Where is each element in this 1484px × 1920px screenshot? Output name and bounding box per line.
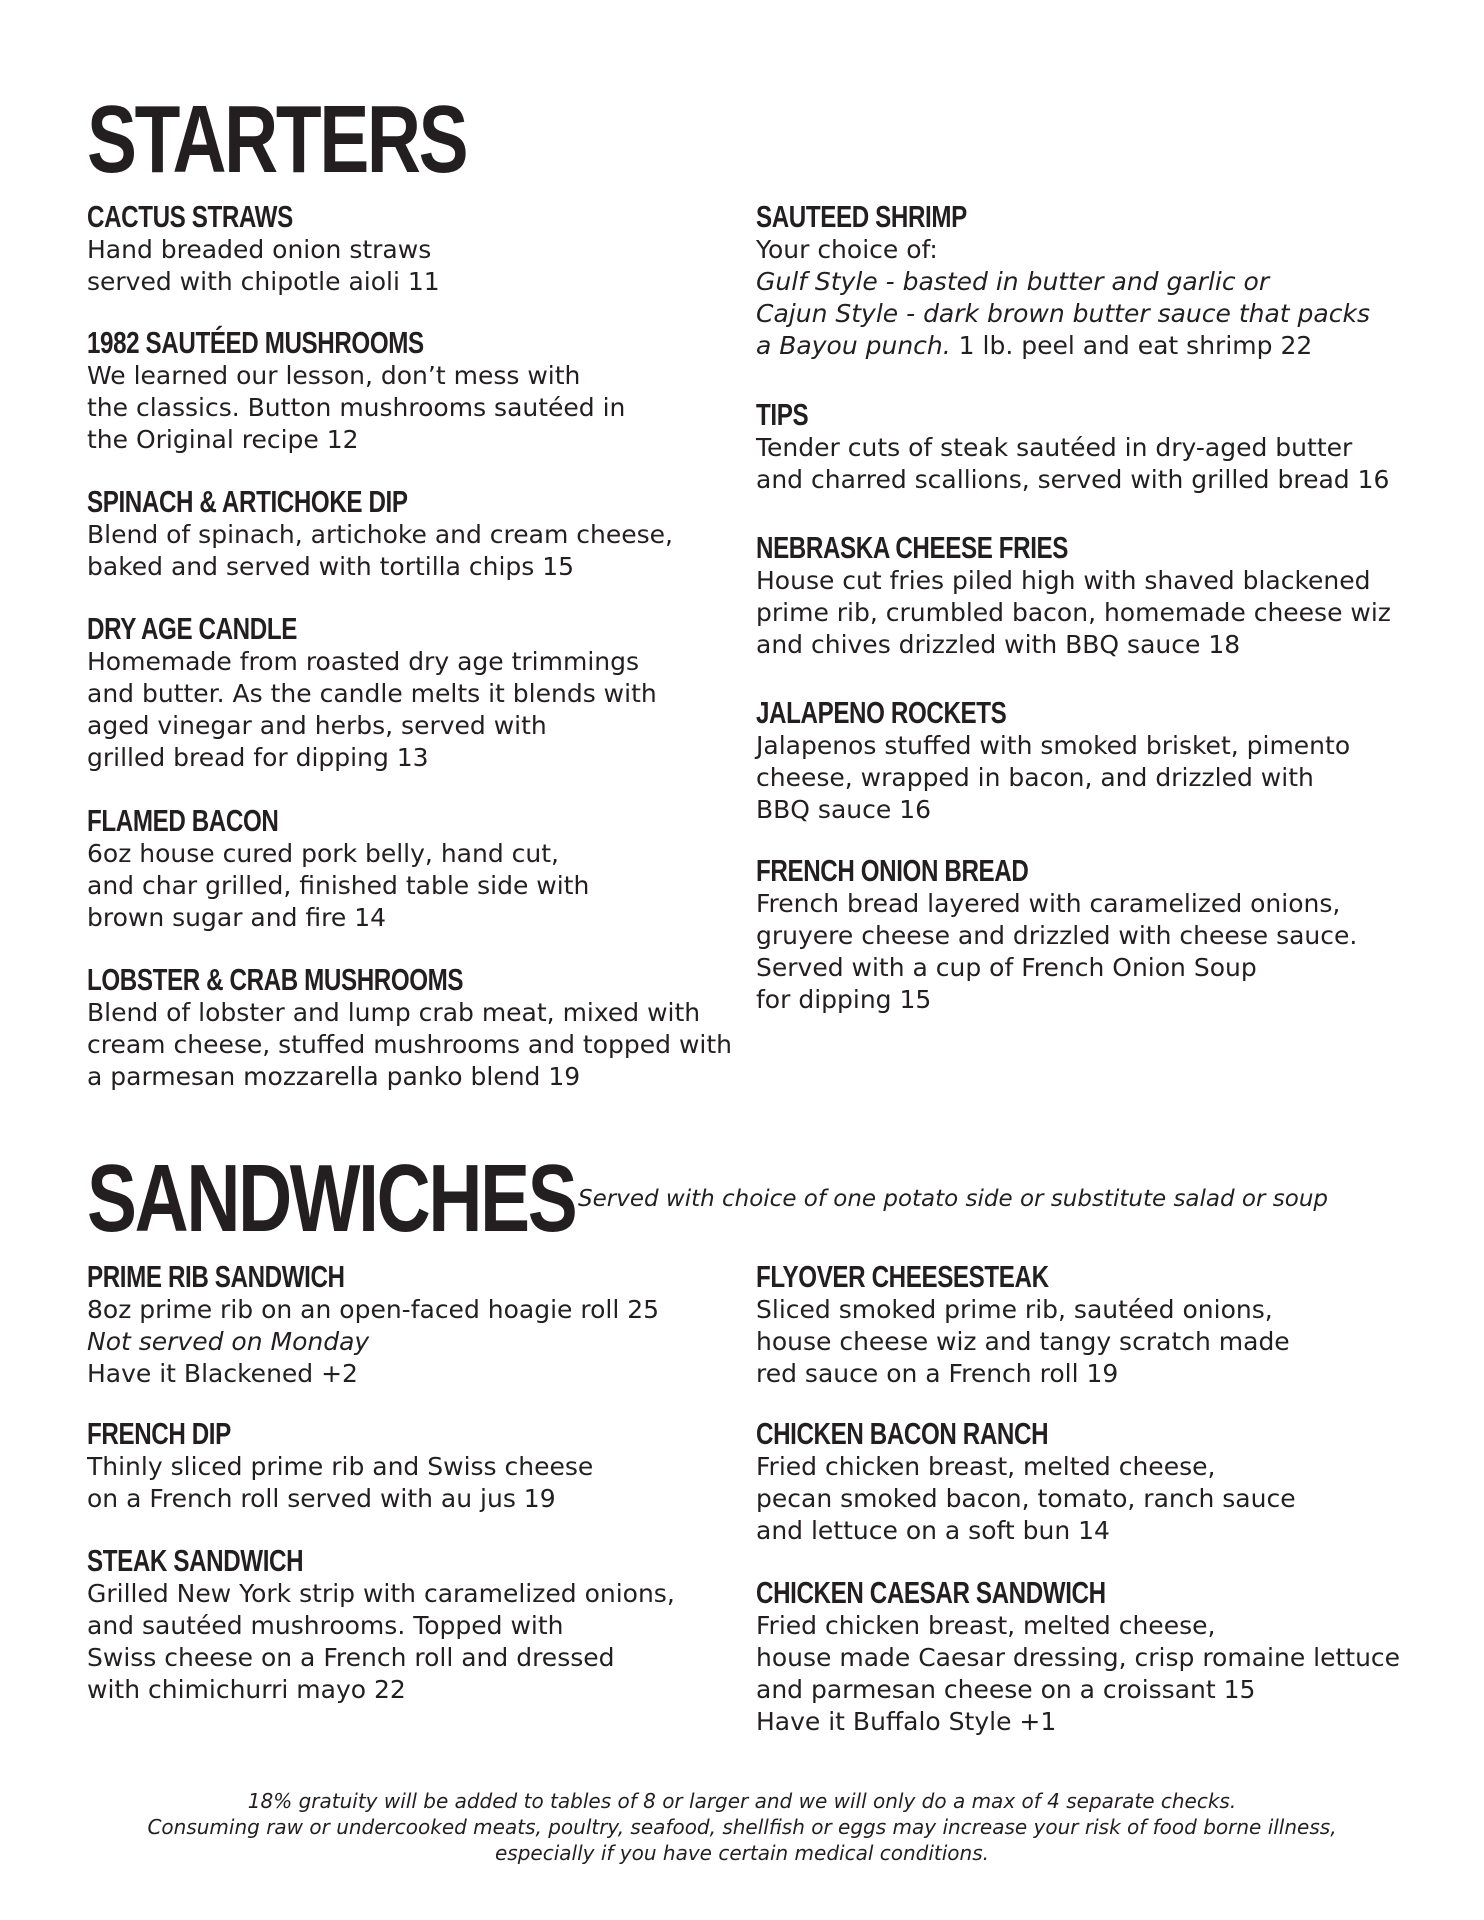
desc-line: brown sugar and fire 14 xyxy=(87,903,387,932)
item-name: JALAPENO ROCKETS xyxy=(756,695,1007,730)
desc-line: prime rib, crumbled bacon, homemade cheese wiz xyxy=(756,598,1391,627)
starters-heading: STARTERS xyxy=(87,86,467,193)
sandwiches-subtitle: Served with choice of one potato side or substitute salad or soup xyxy=(578,1186,1328,1212)
item-name: FRENCH ONION BREAD xyxy=(756,853,1029,888)
menu-item-1982-sauteed-mushrooms xyxy=(87,326,625,456)
item-name: TIPS xyxy=(756,397,809,432)
desc-line: and butter. As the candle melts it blends with xyxy=(87,679,657,708)
desc-line: Jalapenos stuffed with smoked brisket, pimento xyxy=(756,731,1351,760)
desc-line: Sliced smoked prime rib, sautéed onions, xyxy=(756,1295,1273,1324)
item-description xyxy=(87,1451,593,1515)
desc-line: 8oz prime rib on an open-faced hoagie roll 25 xyxy=(87,1295,660,1324)
item-description xyxy=(87,1578,675,1706)
item-description xyxy=(87,519,673,583)
item-description xyxy=(87,360,625,456)
item-description xyxy=(756,1294,1290,1390)
desc-line: BBQ sauce 16 xyxy=(756,795,931,824)
desc-line: gruyere cheese and drizzled with cheese sauce. xyxy=(756,921,1358,950)
item-name: PRIME RIB SANDWICH xyxy=(87,1259,345,1294)
desc-line: We learned our lesson, don’t mess with xyxy=(87,361,581,390)
item-name: DRY AGE CANDLE xyxy=(87,611,297,646)
menu-item-dry-age-candle xyxy=(87,612,657,774)
item-name: SAUTEED SHRIMP xyxy=(756,199,967,234)
desc-line: Your choice of: xyxy=(756,235,938,264)
item-name: FRENCH DIP xyxy=(87,1416,231,1451)
item-description xyxy=(87,997,732,1093)
desc-line: House cut fries piled high with shaved blackened xyxy=(756,566,1371,595)
desc-line: red sauce on a French roll 19 xyxy=(756,1359,1119,1388)
desc-line: and lettuce on a soft bun 14 xyxy=(756,1516,1110,1545)
footer-line: Consuming raw or undercooked meats, poultry, seafood, shellfish or eggs may increase your risk of food borne illness, xyxy=(147,1815,1337,1839)
desc-line: served with chipotle aioli 11 xyxy=(87,267,440,296)
desc-line: and chives drizzled with BBQ sauce 18 xyxy=(756,630,1241,659)
desc-line: Fried chicken breast, melted cheese, xyxy=(756,1452,1216,1481)
desc-line: for dipping 15 xyxy=(756,985,932,1014)
desc-line: Grilled New York strip with caramelized onions, xyxy=(87,1579,675,1608)
desc-line: house made Caesar dressing, crisp romaine lettuce xyxy=(756,1643,1401,1672)
desc-line: and sautéed mushrooms. Topped with xyxy=(87,1611,564,1640)
sandwiches-heading: SANDWICHES xyxy=(87,1145,576,1252)
desc-line: Gulf Style - basted in butter and garlic or xyxy=(756,267,1270,296)
desc-line: Served with a cup of French Onion Soup xyxy=(756,953,1257,982)
menu-item-flyover-cheesesteak xyxy=(756,1260,1290,1390)
desc-line: Fried chicken breast, melted cheese, xyxy=(756,1611,1216,1640)
desc-line: the classics. Button mushrooms sautéed in xyxy=(87,393,626,422)
item-name: FLYOVER CHEESESTEAK xyxy=(756,1259,1049,1294)
desc-line: Not served on Monday xyxy=(87,1327,370,1356)
desc-line: cream cheese, stuffed mushrooms and topped with xyxy=(87,1030,732,1059)
desc-line: and parmesan cheese on a croissant 15 xyxy=(756,1675,1256,1704)
item-description xyxy=(87,646,657,774)
desc-line: cheese, wrapped in bacon, and drizzled with xyxy=(756,763,1314,792)
menu-item-french-onion-bread xyxy=(756,854,1357,1016)
item-description xyxy=(756,565,1391,661)
item-description xyxy=(87,234,440,298)
desc-line: Thinly sliced prime rib and Swiss cheese xyxy=(87,1452,594,1481)
menu-item-steak-sandwich xyxy=(87,1544,675,1706)
menu-item-flamed-bacon xyxy=(87,804,589,934)
desc-line: 6oz house cured pork belly, hand cut, xyxy=(87,839,559,868)
menu-item-chicken-bacon-ranch xyxy=(756,1417,1296,1547)
menu-item-french-dip xyxy=(87,1417,593,1515)
desc-line: Tender cuts of steak sautéed in dry-aged butter xyxy=(756,433,1353,462)
menu-item-sauteed-shrimp xyxy=(756,200,1370,362)
desc-italic: a Bayou punch. xyxy=(756,331,951,360)
desc-text: 1 lb. peel and eat shrimp 22 xyxy=(950,331,1313,360)
footer-line: especially if you have certain medical conditions. xyxy=(495,1841,989,1865)
desc-line: a parmesan mozzarella panko blend 19 xyxy=(87,1062,581,1091)
item-description xyxy=(756,730,1350,826)
footer-line: 18% gratuity will be added to tables of 8 or larger and we will only do a max of 4 separate checks. xyxy=(247,1789,1237,1813)
desc-line: Blend of spinach, artichoke and cream cheese, xyxy=(87,520,673,549)
desc-line: Blend of lobster and lump crab meat, mixed with xyxy=(87,998,701,1027)
item-description xyxy=(87,838,589,934)
item-name: CHICKEN BACON RANCH xyxy=(756,1416,1049,1451)
item-description xyxy=(87,1294,659,1390)
menu-item-jalapeno-rockets xyxy=(756,696,1350,826)
desc-line: and char grilled, finished table side with xyxy=(87,871,590,900)
item-name: 1982 SAUTÉED MUSHROOMS xyxy=(87,325,424,360)
item-description xyxy=(756,1451,1296,1547)
desc-line: Have it Buffalo Style +1 xyxy=(756,1707,1057,1736)
desc-line: on a French roll served with au jus 19 xyxy=(87,1484,556,1513)
desc-line: house cheese wiz and tangy scratch made xyxy=(756,1327,1290,1356)
item-description xyxy=(756,888,1357,1016)
desc-line: aged vinegar and herbs, served with xyxy=(87,711,547,740)
menu-item-lobster-crab-mushrooms xyxy=(87,963,732,1093)
desc-line: Cajun Style - dark brown butter sauce that packs xyxy=(756,299,1370,328)
menu-item-spinach-artichoke-dip xyxy=(87,485,673,583)
menu-item-tips xyxy=(756,398,1389,496)
desc-line: Hand breaded onion straws xyxy=(87,235,432,264)
desc-line: French bread layered with caramelized onions, xyxy=(756,889,1341,918)
desc-line: Homemade from roasted dry age trimmings xyxy=(87,647,640,676)
item-name: CACTUS STRAWS xyxy=(87,199,293,234)
item-name: FLAMED BACON xyxy=(87,803,279,838)
desc-line: pecan smoked bacon, tomato, ranch sauce xyxy=(756,1484,1296,1513)
item-description xyxy=(756,432,1389,496)
desc-line: the Original recipe 12 xyxy=(87,425,359,454)
menu-item-chicken-caesar-sandwich xyxy=(756,1576,1400,1738)
item-name: SPINACH & ARTICHOKE DIP xyxy=(87,484,408,519)
desc-line: and charred scallions, served with grilled bread 16 xyxy=(756,465,1390,494)
desc-line: Swiss cheese on a French roll and dressed xyxy=(87,1643,615,1672)
desc-line: Have it Blackened +2 xyxy=(87,1359,358,1388)
item-description xyxy=(756,1610,1400,1738)
menu-item-prime-rib-sandwich xyxy=(87,1260,659,1390)
footer-disclaimer xyxy=(0,1788,1484,1866)
desc-line xyxy=(756,330,1370,362)
item-name: CHICKEN CAESAR SANDWICH xyxy=(756,1575,1106,1610)
desc-line: grilled bread for dipping 13 xyxy=(87,743,429,772)
menu-item-cactus-straws xyxy=(87,200,440,298)
item-name: NEBRASKA CHEESE FRIES xyxy=(756,530,1069,565)
menu-item-nebraska-cheese-fries xyxy=(756,531,1391,661)
desc-line: baked and served with tortilla chips 15 xyxy=(87,552,575,581)
item-name: STEAK SANDWICH xyxy=(87,1543,304,1578)
desc-line: with chimichurri mayo 22 xyxy=(87,1675,406,1704)
item-name: LOBSTER & CRAB MUSHROOMS xyxy=(87,962,464,997)
item-description xyxy=(756,234,1370,362)
